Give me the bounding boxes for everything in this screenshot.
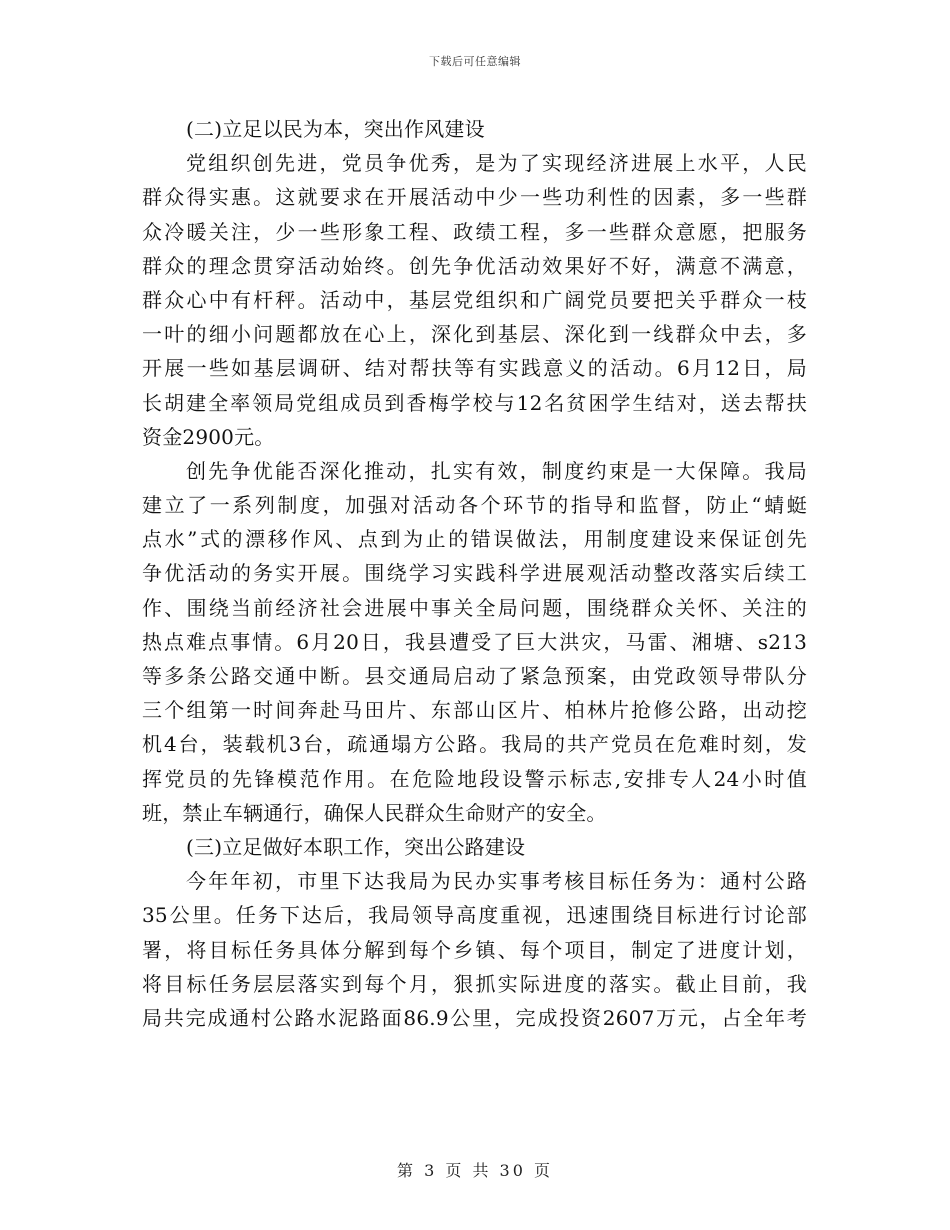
section-heading-3: (三)立足做好本职工作，突出公路建设 bbox=[186, 834, 526, 859]
paragraph-line: 署，将目标任务具体分解到每个乡镇、每个项目，制定了进度计划， bbox=[142, 937, 807, 962]
paragraph-line: 将目标任务层层落实到每个月，狠抓实际进度的落实。截止目前，我 bbox=[142, 971, 807, 996]
section-heading-2: (二)立足以民为本，突出作风建设 bbox=[186, 117, 485, 141]
paragraph-line: 争优活动的务实开展。围绕学习实践科学进展观活动整改落实后续工 bbox=[142, 561, 807, 586]
paragraph-line: 党组织创先进，党员争优秀，是为了实现经济进展上水平，人民 bbox=[186, 151, 807, 176]
paragraph-line: 群众的理念贯穿活动始终。创先争优活动效果好不好，满意不满意， bbox=[142, 253, 807, 278]
paragraph-line: 35公里。任务下达后，我局领导高度重视，迅速围绕目标进行讨论部 bbox=[142, 903, 807, 928]
paragraph-line: 群众心中有杆秤。活动中，基层党组织和广阔党员要把关乎群众一枝 bbox=[142, 287, 807, 312]
paragraph-line: 创先争优能否深化推动，扎实有效，制度约束是一大保障。我局 bbox=[186, 458, 807, 483]
paragraph-line: 班，禁止车辆通行，确保人民群众生命财产的安全。 bbox=[142, 800, 607, 825]
paragraph-line: 作、围绕当前经济社会进展中事关全局问题，围绕群众关怀、关注的 bbox=[142, 595, 807, 620]
paragraph-line: 三个组第一时间奔赴马田片、东部山区片、柏林片抢修公路，出动挖 bbox=[142, 698, 807, 723]
paragraph-line: 长胡建全率领局党组成员到香梅学校与12名贫困学生结对，送去帮扶 bbox=[142, 390, 807, 415]
paragraph-line: 局共完成通村公路水泥路面86.9公里，完成投资2607万元，占全年考 bbox=[142, 1005, 807, 1030]
paragraph-line: 建立了一系列制度，加强对活动各个环节的指导和监督，防止“蜻蜓 bbox=[142, 493, 807, 518]
paragraph-line: 点水”式的漂移作风、点到为止的错误做法，用制度建设来保证创先 bbox=[142, 527, 807, 552]
page-footer-number: 第 3 页 共 30 页 bbox=[397, 1161, 553, 1180]
paragraph-line: 挥党员的先锋模范作用。在危险地段设警示标志,安排专人24小时值 bbox=[142, 766, 807, 791]
paragraph-line: 众冷暖关注，少一些形象工程、政绩工程，多一些群众意愿，把服务 bbox=[142, 219, 807, 244]
paragraph-line: 等多条公路交通中断。县交通局启动了紧急预案，由党政领导带队分 bbox=[142, 664, 807, 688]
paragraph-line: 今年年初，市里下达我局为民办实事考核目标任务为：通村公路 bbox=[186, 869, 807, 894]
page-header-note: 下载后可任意编辑 bbox=[429, 55, 521, 68]
paragraph-line: 机4台，装载机3台，疏通塌方公路。我局的共产党员在危难时刻，发 bbox=[142, 732, 807, 757]
paragraph-line: 热点难点事情。6月20日，我县遭受了巨大洪灾，马雷、湘塘、s213 bbox=[142, 629, 807, 654]
document-body bbox=[142, 112, 807, 1035]
paragraph-line: 开展一些如基层调研、结对帮扶等有实践意义的活动。6月12日，局 bbox=[142, 356, 807, 381]
paragraph-line: 一叶的细小问题都放在心上，深化到基层、深化到一线群众中去，多 bbox=[142, 322, 807, 347]
paragraph-line: 资金2900元。 bbox=[142, 424, 275, 449]
paragraph-line: 群众得实惠。这就要求在开展活动中少一些功利性的因素，多一些群 bbox=[142, 185, 807, 210]
